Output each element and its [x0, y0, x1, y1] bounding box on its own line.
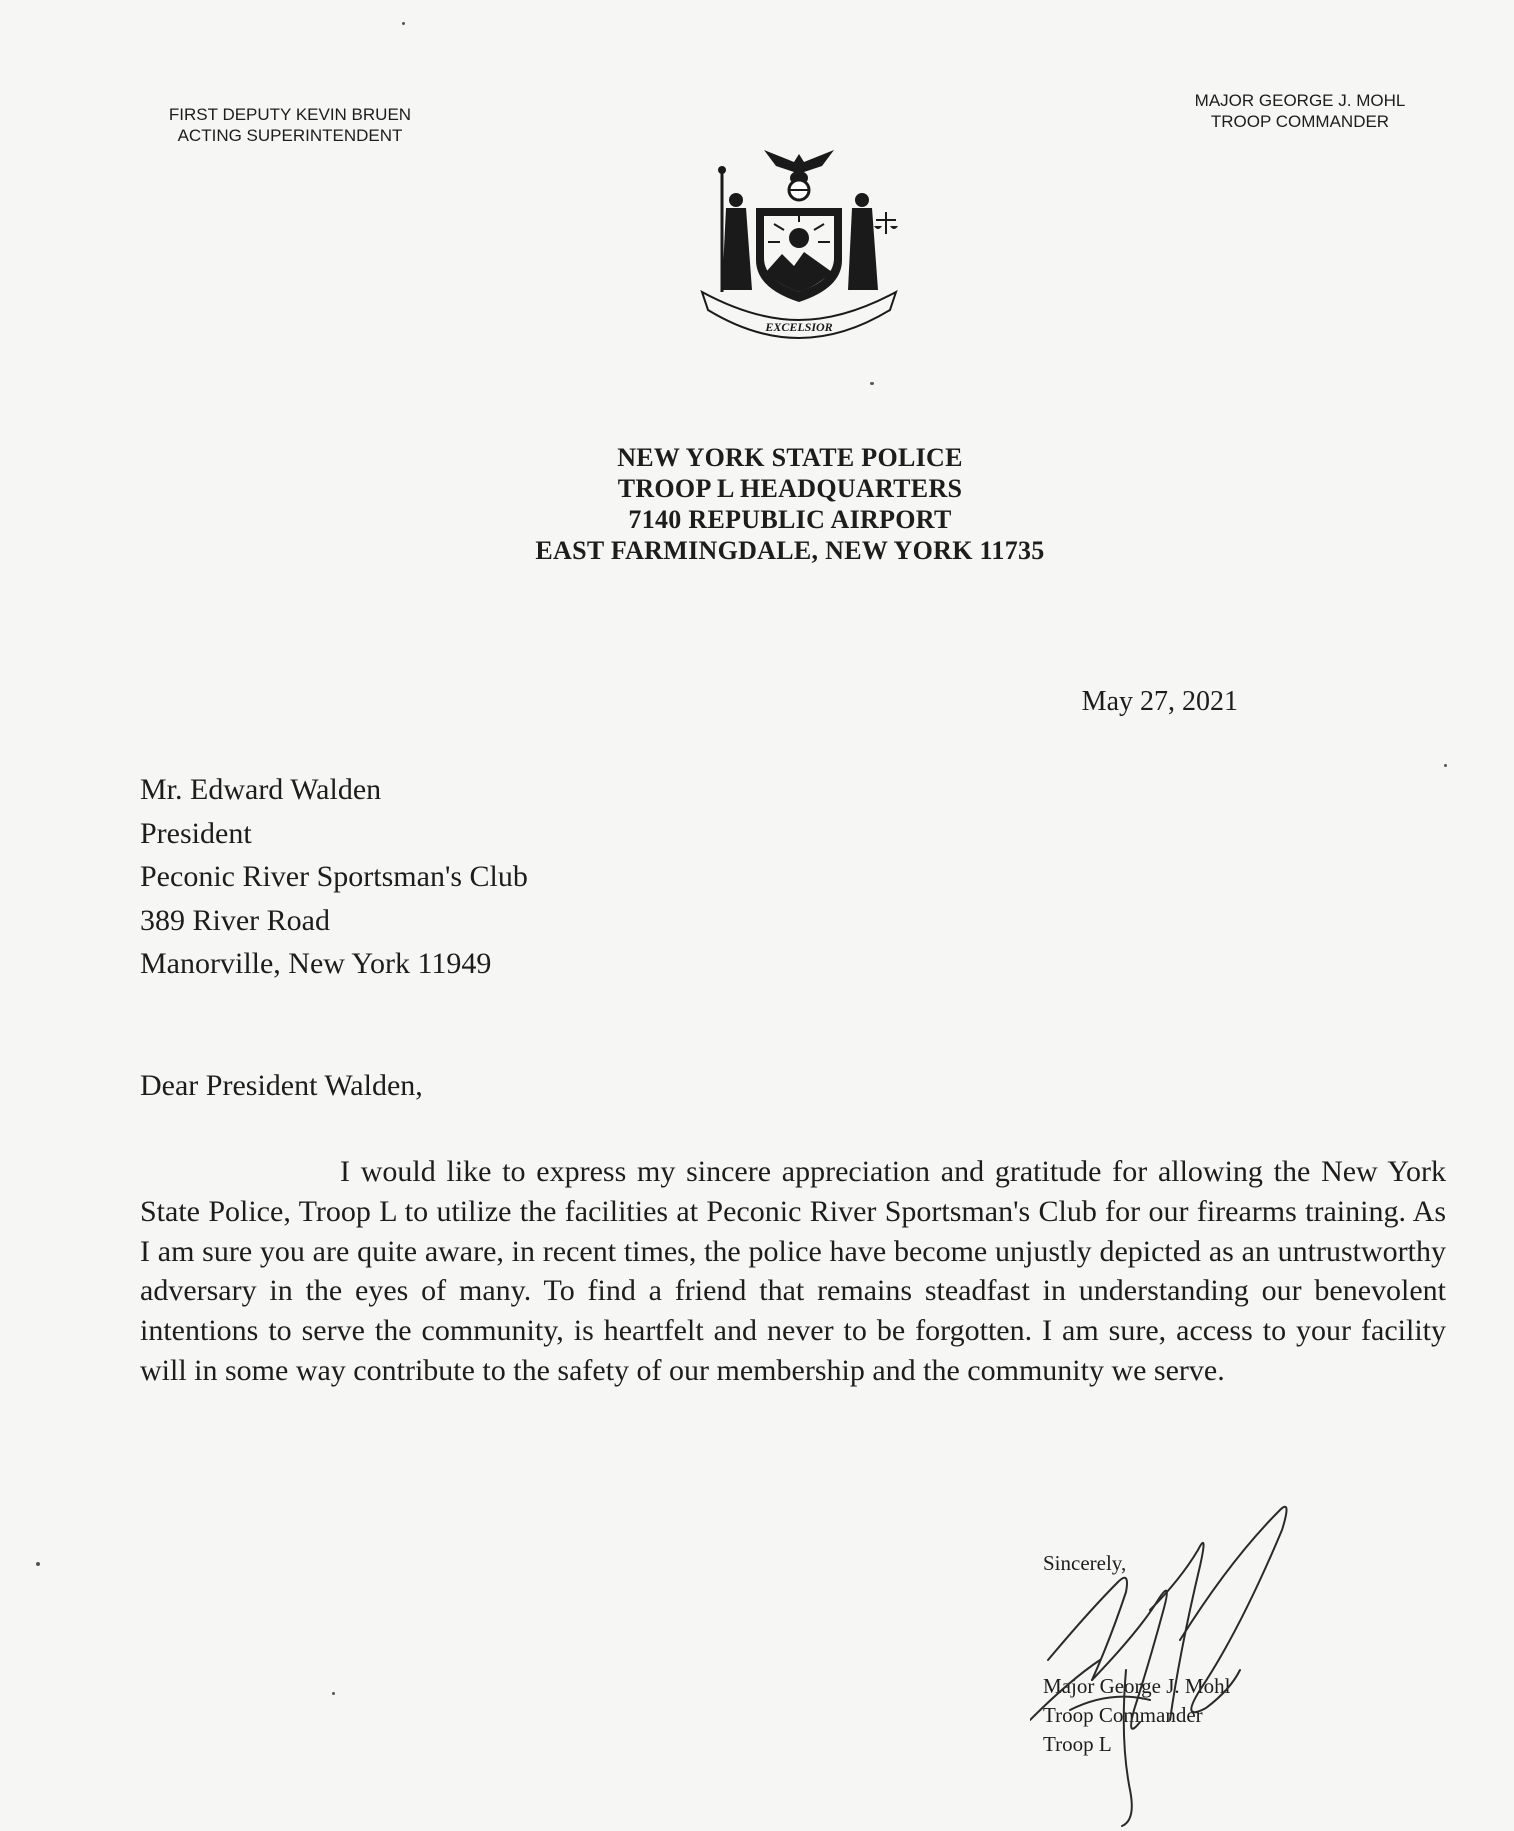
scan-speck: [402, 22, 405, 25]
salutation: Dear President Walden,: [140, 1069, 423, 1102]
body-paragraph: I would like to express my sincere appreciation and gratitude for allowing the New York State Police, Troop L to utilize the facilities at Peconic River Sportsman's Club for our firearms training. As I am sure you are quite aware, in recent times, the police have become unjustly depicted as an untrustworthy adversary in the eyes of many. To find a friend that remains steadfast in understanding our benevolent intentions to serve the community, is heartfelt and never to be forgotten. I am sure, access to your facility will in some way contribute to the safety of our membership and the community we serve.: [140, 1155, 1446, 1387]
header-right: [1150, 90, 1450, 132]
closing: Sincerely,: [1043, 1551, 1127, 1575]
signatory-name: Major George J. Mohl: [1043, 1674, 1231, 1698]
recipient-name: Mr. Edward Walden: [140, 773, 382, 806]
header-left: [140, 104, 440, 146]
scan-speck: [1444, 764, 1447, 767]
letterhead-line-4: EAST FARMINGDALE, NEW YORK 11735: [535, 536, 1045, 565]
signatory-unit: Troop L: [1043, 1732, 1112, 1756]
header-left-line-2: ACTING SUPERINTENDENT: [177, 126, 403, 145]
header-left-line-1: FIRST DEPUTY KEVIN BRUEN: [168, 105, 412, 124]
letter-date: May 27, 2021: [1081, 686, 1238, 717]
recipient-title: President: [140, 816, 252, 850]
signatory-title: Troop Commander: [1043, 1703, 1203, 1727]
scan-speck: [870, 382, 874, 385]
recipient-city: Manorville, New York 11949: [140, 947, 492, 980]
scan-speck: [332, 1692, 335, 1695]
handwritten-signature: [1030, 1490, 1370, 1830]
header-right-line-1: MAJOR GEORGE J. MOHL: [1194, 91, 1406, 110]
header-right-line-2: TROOP COMMANDER: [1210, 112, 1390, 131]
recipient-organization: Peconic River Sportsman's Club: [140, 860, 528, 893]
scan-speck: [36, 1562, 40, 1566]
recipient-street: 389 River Road: [140, 903, 330, 937]
letterhead-line-1: NEW YORK STATE POLICE: [617, 443, 963, 472]
signature-block: [1043, 1672, 1230, 1759]
new-york-state-seal: [694, 142, 904, 342]
letterhead-line-3: 7140 REPUBLIC AIRPORT: [628, 505, 952, 534]
recipient-address: [140, 768, 840, 986]
letterhead-address: [380, 442, 1200, 566]
letterhead-line-2: TROOP L HEADQUARTERS: [617, 474, 963, 503]
seal-motto: EXCELSIOR: [765, 320, 833, 334]
